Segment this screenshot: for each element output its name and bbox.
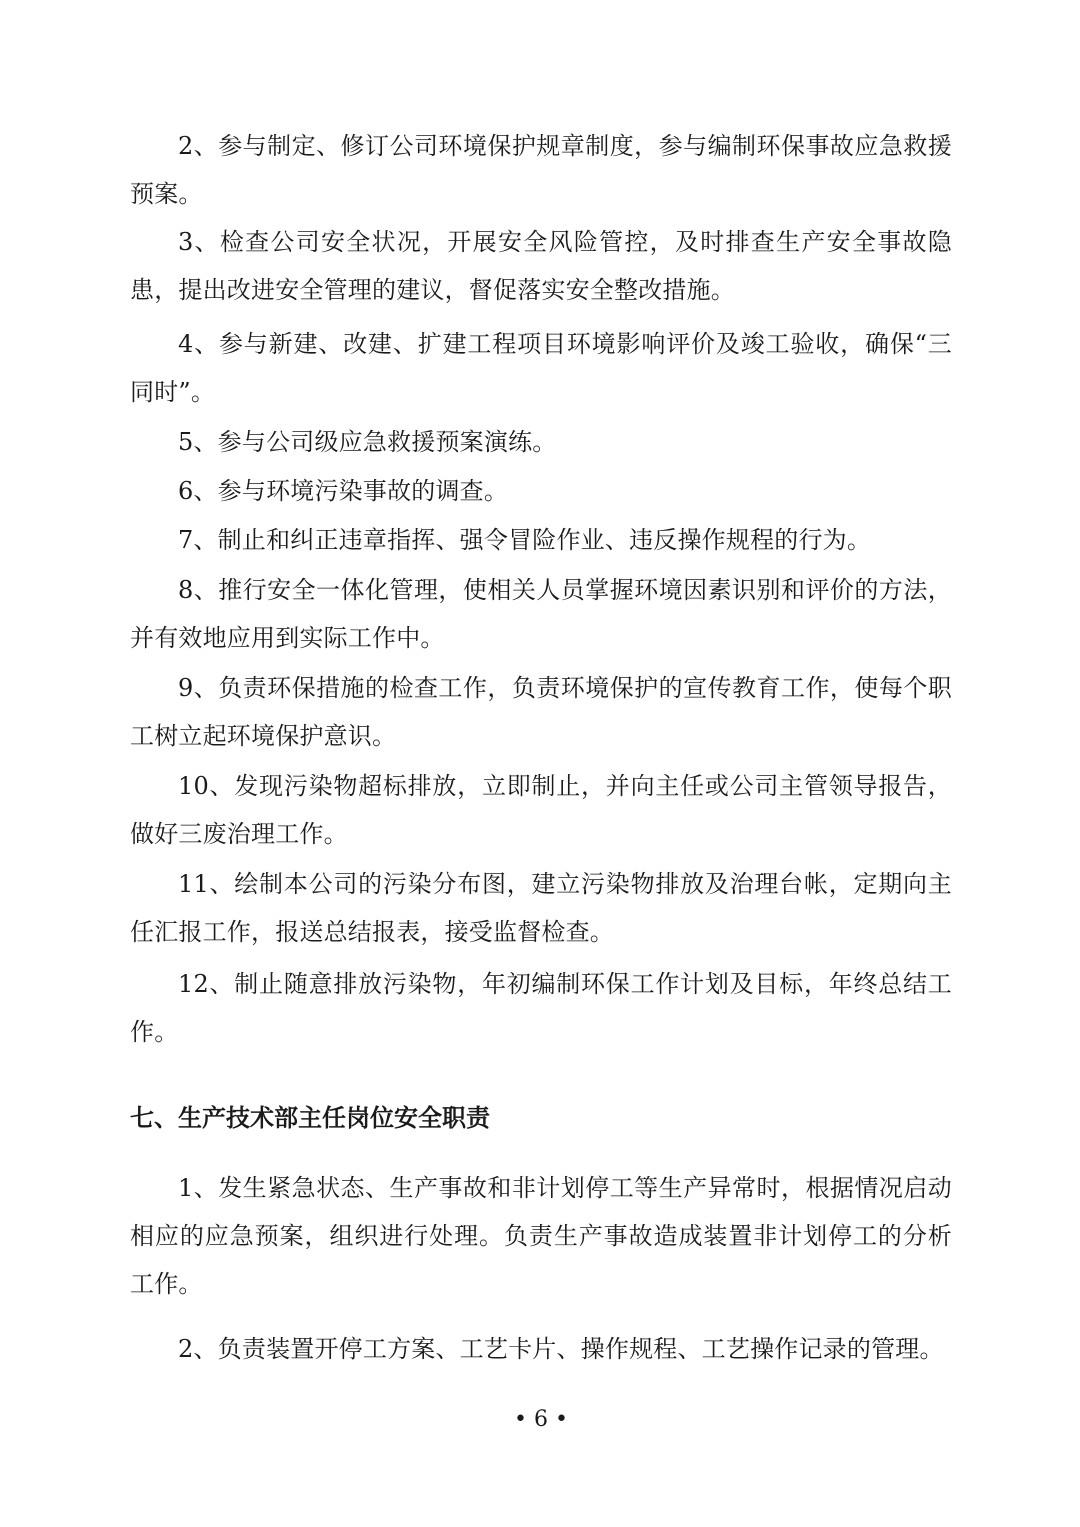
paragraph-item-6: 6、参与环境污染事故的调查。 (178, 477, 509, 505)
paragraph-item-2: 2、参与制定、修订公司环境保护规章制度，参与编制环保事故应急救援预案。 (130, 132, 952, 208)
paragraph-item-7: 7、制止和纠正违章指挥、强令冒险作业、违反操作规程的行为。 (178, 526, 872, 554)
paragraph-item-8: 8、推行安全一体化管理，使相关人员掌握环境因素识别和评价的方法，并有效地应用到实际工作中。 (130, 576, 952, 652)
paragraph-item-11: 11、绘制本公司的污染分布图，建立污染物排放及治理台帐，定期向主任汇报工作，报送总结报表，接受监督检查。 (130, 870, 952, 946)
paragraph-item-9: 9、负责环保措施的检查工作，负责环境保护的宣传教育工作，使每个职工树立起环境保护意识。 (130, 674, 952, 750)
page-number: • 6 • (514, 1407, 568, 1432)
paragraph-section7-item-1: 1、发生紧急状态、生产事故和非计划停工等生产异常时，根据情况启动相应的应急预案，组织进行处理。负责生产事故造成装置非计划停工的分析工作。 (130, 1174, 952, 1298)
paragraph-item-10: 10、发现污染物超标排放，立即制止，并向主任或公司主管领导报告，做好三废治理工作。 (130, 772, 952, 848)
section-heading: 七、生产技术部主任岗位安全职责 (130, 1104, 490, 1132)
document-page (130, 0, 952, 1527)
paragraph-item-5: 5、参与公司级应急救援预案演练。 (178, 428, 557, 456)
paragraph-section7-item-2: 2、负责装置开停工方案、工艺卡片、操作规程、工艺操作记录的管理。 (178, 1335, 944, 1363)
paragraph-item-4: 4、参与新建、改建、扩建工程项目环境影响评价及竣工验收，确保“三同时”。 (130, 330, 952, 406)
paragraph-item-3: 3、检查公司安全状况，开展安全风险管控，及时排查生产安全事故隐患，提出改进安全管理的建议，督促落实安全整改措施。 (130, 228, 952, 304)
paragraph-item-12: 12、制止随意排放污染物，年初编制环保工作计划及目标，年终总结工作。 (130, 970, 952, 1046)
